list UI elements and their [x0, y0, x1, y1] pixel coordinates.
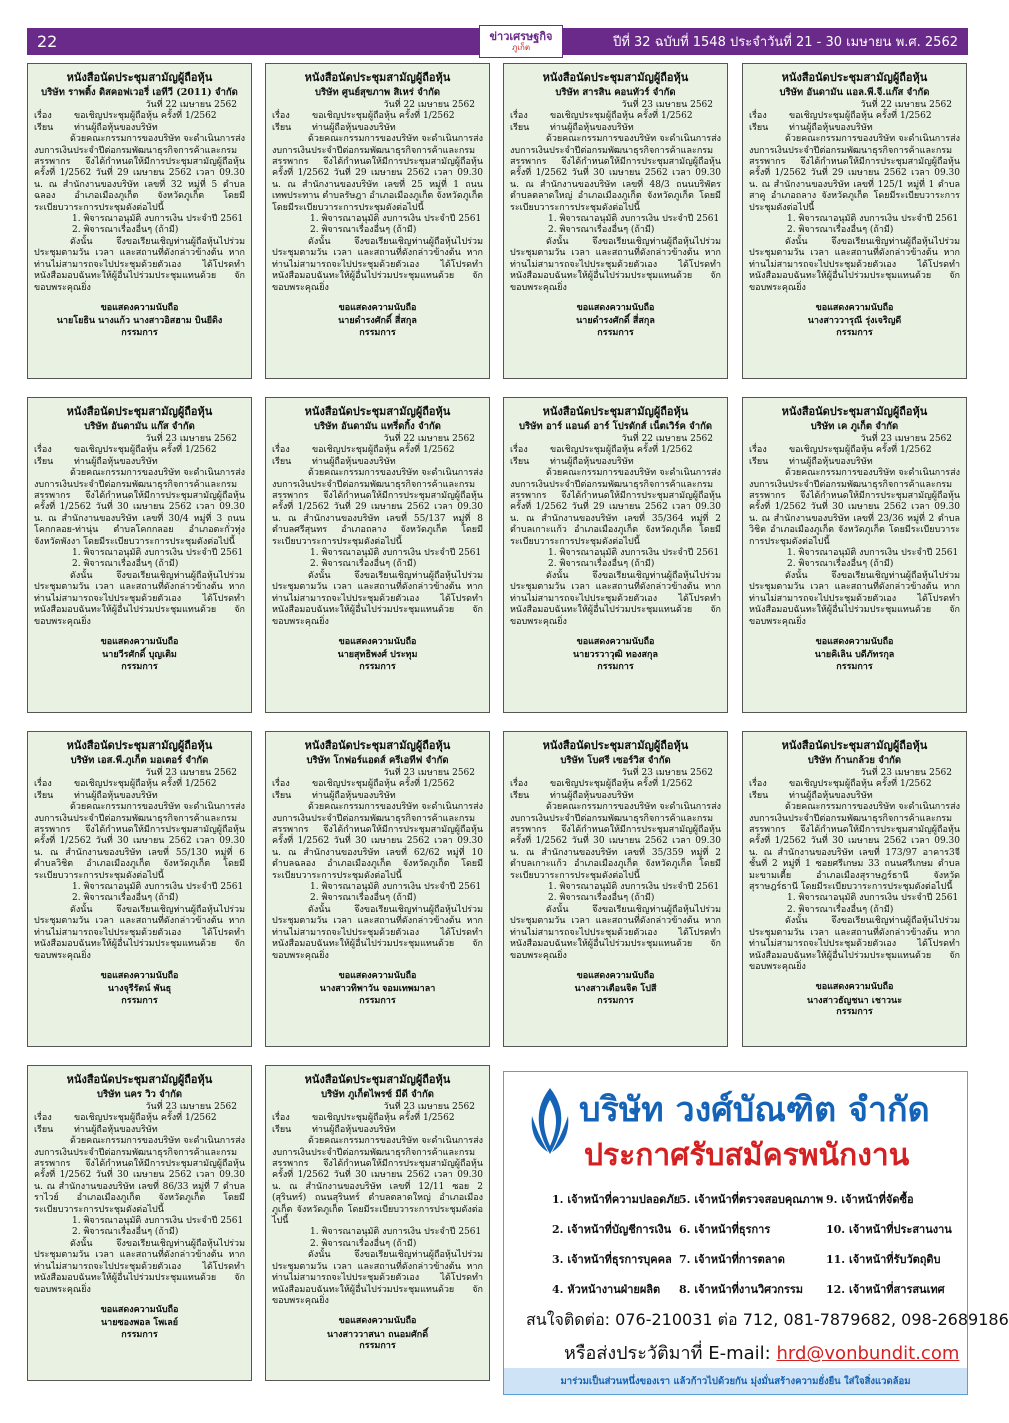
ad-headline: ประกาศรับสมัครพนักงาน	[584, 1138, 910, 1173]
agenda-item-2: 2. พิจารณาเรื่องอื่นๆ (ถ้ามี)	[310, 1238, 417, 1249]
agenda-item-2: 2. พิจารณาเรื่องอื่นๆ (ถ้ามี)	[548, 893, 655, 904]
subject-key: เรื่อง	[272, 445, 290, 456]
notice-body: ด้วยคณะกรรมการของบริษัท จะดำเนินการส่งงบการเงินประจำปีต่อกรมพัฒนาธุรกิจการค้าและกรมสรรพากร จึงได้กำหนดให้มีการประชุมสามัญผู้ถือหุ้น ครั้งที่ 1/2562 วันที่ 30 เมษายน 2562 เวลา 09.30 น. ณ สำนักงานของบริษัท เลขที่ 12/11 ซอย 2 (สุรินทร์) ถนนสุรินทร์ ตำบลตลาดใหญ่ อำเภอเมืองภูเก็ต จังหวัดภูเก็ต โดยมีระเบียบวาระการประชุมดังต่อไปนี้	[272, 1136, 483, 1227]
notice-card	[503, 63, 728, 379]
notice-date: วันที่ 23 เมษายน 2562	[383, 1102, 475, 1112]
notice-closing: ดังนั้น จึงขอเรียนเชิญท่านผู้ถือหุ้นไปร่วมประชุมตามวัน เวลา และสถานที่ดังกล่าวข้างต้น หากท่านไม่สามารถจะไปประชุมด้วยตัวเอง ได้โปรดทำหนังสือมอบฉันทะให้ผู้อื่นไปร่วมประชุมแทนด้วย จักขอบพระคุณยิ่ง	[34, 904, 245, 961]
subject-key: เรื่อง	[34, 111, 52, 122]
notice-date: วันที่ 23 เมษายน 2562	[860, 434, 952, 444]
notice-company: บริษัท ศูนย์สุขภาพ สิเหร่ จำกัด	[314, 87, 441, 98]
notice-company: บริษัท อันดามัน แทรี่ดกิ้ง จำกัด	[314, 421, 441, 432]
notice-closing: ดังนั้น จึงขอเรียนเชิญท่านผู้ถือหุ้นไปร่วมประชุมตามวัน เวลา และสถานที่ดังกล่าวข้างต้น หากท่านไม่สามารถจะไปประชุมด้วยตัวเอง ได้โปรดทำหนังสือมอบฉันทะให้ผู้อื่นไปร่วมประชุมแทนด้วย จักขอบพระคุณยิ่ง	[272, 570, 483, 627]
notice-signer: นางสาวเตือนจิต โปสี	[574, 984, 657, 995]
subject-text: ขอเชิญประชุมผู้ถือหุ้น ครั้งที่ 1/2562	[789, 445, 932, 456]
subject-text: ขอเชิญประชุมผู้ถือหุ้น ครั้งที่ 1/2562	[74, 1113, 217, 1124]
notice-subject	[272, 779, 483, 790]
ad-slogan: มาร่วมเป็นส่วนหนึ่งของเรา แล้วก้าวไปด้วยกัน มุ่งมั่นสร้างความยั่งยืน ใส่ใจสิ่งแวดล้อม	[504, 1368, 967, 1394]
subject-text: ขอเชิญประชุมผู้ถือหุ้น ครั้งที่ 1/2562	[550, 779, 693, 790]
notice-card	[265, 63, 490, 379]
notice-company: บริษัท โกฟอร์แอดส์ ครีเอทีฟ จำกัด	[306, 755, 449, 766]
notice-role: กรรมการ	[359, 661, 396, 672]
notice-company: บริษัท โบศรี เซอร์วิส จำกัด	[560, 755, 671, 766]
notice-closing: ดังนั้น จึงขอเรียนเชิญท่านผู้ถือหุ้นไปร่วมประชุมตามวัน เวลา และสถานที่ดังกล่าวข้างต้น หากท่านไม่สามารถจะไปประชุมด้วยตัวเอง ได้โปรดทำหนังสือมอบฉันทะให้ผู้อื่นไปร่วมประชุมแทนด้วย จักขอบพระคุณยิ่ง	[749, 916, 960, 972]
subject-key: เรื่อง	[749, 445, 767, 456]
position-item: 4. หัวหน้างานฝ่ายผลิต	[552, 1283, 661, 1296]
agenda-item-1: 1. พิจารณาอนุมัติ งบการเงิน ประจำปี 2561	[310, 548, 482, 559]
notice-subject	[510, 111, 721, 122]
notice-subject	[34, 779, 245, 790]
notice-date: วันที่ 22 เมษายน 2562	[860, 100, 952, 110]
subject-key: เรื่อง	[510, 445, 528, 456]
notice-regards: ขอแสดงความนับถือ	[100, 302, 179, 313]
notice-subject	[510, 779, 721, 790]
notice-subject	[749, 445, 960, 456]
notice-title: หนังสือนัดประชุมสามัญผู้ถือหุ้น	[304, 1073, 451, 1086]
recipient-key: เรียน	[34, 1124, 54, 1135]
company-logo-icon	[526, 1086, 574, 1156]
notice-closing: ดังนั้น จึงขอเรียนเชิญท่านผู้ถือหุ้นไปร่วมประชุมตามวัน เวลา และสถานที่ดังกล่าวข้างต้น หากท่านไม่สามารถจะไปประชุมด้วยตัวเอง ได้โปรดทำหนังสือมอบฉันทะให้ผู้อื่นไปร่วมประชุมแทนด้วย จักขอบพระคุณยิ่ง	[749, 236, 960, 293]
notice-title: หนังสือนัดประชุมสามัญผู้ถือหุ้น	[781, 739, 928, 752]
recipient-text: ท่านผู้ถือหุ้นของบริษัท	[312, 456, 396, 467]
notice-subject	[34, 445, 245, 456]
notice-closing: ดังนั้น จึงขอเรียนเชิญท่านผู้ถือหุ้นไปร่วมประชุมตามวัน เวลา และสถานที่ดังกล่าวข้างต้น หากท่านไม่สามารถจะไปประชุมด้วยตัวเอง ได้โปรดทำหนังสือมอบฉันทะให้ผู้อื่นไปร่วมประชุมแทนด้วย จักขอบพระคุณยิ่ง	[510, 904, 721, 961]
recipient-text: ท่านผู้ถือหุ้นของบริษัท	[312, 1124, 396, 1135]
recipient-text: ท่านผู้ถือหุ้นของบริษัท	[550, 456, 634, 467]
notice-closing: ดังนั้น จึงขอเรียนเชิญท่านผู้ถือหุ้นไปร่วมประชุมตามวัน เวลา และสถานที่ดังกล่าวข้างต้น หากท่านไม่สามารถจะไปประชุมด้วยตัวเอง ได้โปรดทำหนังสือมอบฉันทะให้ผู้อื่นไปร่วมประชุมแทนด้วย จักขอบพระคุณยิ่ง	[272, 1250, 483, 1306]
notice-body: ด้วยคณะกรรมการของบริษัท จะดำเนินการส่งงบการเงินประจำปีต่อกรมพัฒนาธุรกิจการค้าและกรมสรรพากร จึงได้กำหนดให้มีการประชุมสามัญผู้ถือหุ้น ครั้งที่ 1/2562 วันที่ 30 เมษายน 2562 เวลา 09.30 น. ณ สำนักงานของบริษัท เลขที่ 48/3 ถนนบริพัตร ตำบลตลาดใหญ่ อำเภอเมืองภูเก็ต จังหวัดภูเก็ต โดยมีระเบียบวาระการประชุมดังต่อไปนี้	[510, 134, 721, 213]
issue-info: ปีที่ 32 ฉบับที่ 1548 ประจำวันที่ 21 - 30 เมษายน พ.ศ. 2562	[613, 35, 958, 50]
notice-company: บริษัท นคร วิว จำกัด	[96, 1089, 183, 1100]
agenda-item-1: 1. พิจารณาอนุมัติ งบการเงิน ประจำปี 2561	[787, 893, 959, 904]
notice-body: ด้วยคณะกรรมการของบริษัท จะดำเนินการส่งงบการเงินประจำปีต่อกรมพัฒนาธุรกิจการค้าและกรมสรรพากร จึงได้กำหนดให้มีการประชุมสามัญผู้ถือหุ้น ครั้งที่ 1/2562 วันที่ 29 เมษายน 2562 เวลา 09.30 น. ณ สำนักงานของบริษัท เลขที่ 25 หมู่ที่ 1 ถนนเทพประทาน ตำบลรัษฎา อำเภอเมืองภูเก็ต จังหวัดภูเก็ต โดยมีระเบียบวาระการประชุมดังต่อไปนี้	[272, 134, 483, 213]
notice-regards: ขอแสดงความนับถือ	[576, 302, 655, 313]
agenda-item-2: 2. พิจารณาเรื่องอื่นๆ (ถ้ามี)	[787, 904, 894, 915]
notice-card	[27, 1065, 252, 1381]
recipient-text: ท่านผู้ถือหุ้นของบริษัท	[312, 790, 396, 801]
subject-text: ขอเชิญประชุมผู้ถือหุ้น ครั้งที่ 1/2562	[312, 111, 455, 122]
agenda-item-1: 1. พิจารณาอนุมัติ งบการเงิน ประจำปี 2561	[72, 1216, 244, 1227]
position-item: 2. เจ้าหน้าที่บัญชีการเงิน	[552, 1223, 672, 1236]
notice-closing: ดังนั้น จึงขอเรียนเชิญท่านผู้ถือหุ้นไปร่วมประชุมตามวัน เวลา และสถานที่ดังกล่าวข้างต้น หากท่านไม่สามารถจะไปประชุมด้วยตัวเอง ได้โปรดทำหนังสือมอบฉันทะให้ผู้อื่นไปร่วมประชุมแทนด้วย จักขอบพระคุณยิ่ง	[34, 236, 245, 293]
recipient-key: เรียน	[272, 790, 292, 801]
notice-regards: ขอแสดงความนับถือ	[338, 970, 417, 981]
notice-recipient	[749, 123, 960, 134]
recipient-text: ท่านผู้ถือหุ้นของบริษัท	[74, 456, 158, 467]
agenda-item-2: 2. พิจารณาเรื่องอื่นๆ (ถ้ามี)	[548, 559, 655, 570]
notice-company: บริษัท ภูเก็ตไพรซ์ มีดี จำกัด	[321, 1089, 434, 1100]
notice-title: หนังสือนัดประชุมสามัญผู้ถือหุ้น	[66, 739, 213, 752]
notice-role: กรรมการ	[836, 1007, 873, 1018]
notice-subject	[34, 111, 245, 122]
subject-key: เรื่อง	[272, 111, 290, 122]
notice-card	[265, 397, 490, 713]
subject-text: ขอเชิญประชุมผู้ถือหุ้น ครั้งที่ 1/2562	[74, 779, 217, 790]
agenda-item-2: 2. พิจารณาเรื่องอื่นๆ (ถ้ามี)	[72, 559, 179, 570]
contact-label: สนใจติดต่อ:	[526, 1310, 611, 1329]
notice-title: หนังสือนัดประชุมสามัญผู้ถือหุ้น	[66, 1073, 213, 1086]
notice-date: วันที่ 23 เมษายน 2562	[621, 100, 713, 110]
page-header	[27, 28, 968, 55]
logo-subtitle: ภูเก็ต	[511, 43, 531, 52]
notice-date: วันที่ 23 เมษายน 2562	[860, 768, 952, 778]
agenda-item-1: 1. พิจารณาอนุมัติ งบการเงิน ประจำปี 2561	[548, 548, 720, 559]
notice-closing: ดังนั้น จึงขอเรียนเชิญท่านผู้ถือหุ้นไปร่วมประชุมตามวัน เวลา และสถานที่ดังกล่าวข้างต้น หากท่านไม่สามารถจะไปประชุมด้วยตัวเอง ได้โปรดทำหนังสือมอบฉันทะให้ผู้อื่นไปร่วมประชุมแทนด้วย จักขอบพระคุณยิ่ง	[749, 570, 960, 627]
notice-date: วันที่ 23 เมษายน 2562	[145, 1102, 237, 1112]
agenda-item-2: 2. พิจารณาเรื่องอื่นๆ (ถ้ามี)	[72, 893, 179, 904]
notice-signer: นางสาววาสนา ถนอมศักดิ์	[326, 1329, 429, 1340]
notice-date: วันที่ 22 เมษายน 2562	[145, 100, 237, 110]
notice-regards: ขอแสดงความนับถือ	[100, 636, 179, 647]
notice-card	[503, 731, 728, 1047]
notice-recipient	[272, 1125, 483, 1136]
notice-role: กรรมการ	[359, 327, 396, 338]
subject-text: ขอเชิญประชุมผู้ถือหุ้น ครั้งที่ 1/2562	[312, 445, 455, 456]
notice-recipient	[34, 123, 245, 134]
agenda-item-1: 1. พิจารณาอนุมัติ งบการเงิน ประจำปี 2561	[787, 548, 959, 559]
notice-body: ด้วยคณะกรรมการของบริษัท จะดำเนินการส่งงบการเงินประจำปีต่อกรมพัฒนาธุรกิจการค้าและกรมสรรพากร จึงได้กำหนดให้มีการประชุมสามัญผู้ถือหุ้น ครั้งที่ 1/2562 วันที่ 30 เมษายน 2562 เวลา 09.30 น. ณ สำนักงานของบริษัท เลขที่ 30/4 หมู่ที่ 3 ถนนโคกกลอย-ท่านุ่น ตำบลโคกกลอย อำเภอตะกั่วทุ่ง จังหวัดพังงา โดยมีระเบียบวาระการประชุมดังต่อไปนี้	[34, 468, 245, 547]
notice-regards: ขอแสดงความนับถือ	[338, 1316, 417, 1327]
notice-date: วันที่ 23 เมษายน 2562	[145, 434, 237, 444]
position-item: 10. เจ้าหน้าที่ประสานงาน	[826, 1223, 952, 1236]
notice-body: ด้วยคณะกรรมการของบริษัท จะดำเนินการส่งงบการเงินประจำปีต่อกรมพัฒนาธุรกิจการค้าและกรมสรรพากร จึงได้กำหนดให้มีการประชุมสามัญผู้ถือหุ้น ครั้งที่ 1/2562 วันที่ 29 เมษายน 2562 เวลา 09.30 น. ณ สำนักงานของบริษัท เลขที่ 35/364 หมู่ที่ 2 ตำบลเกาะแก้ว อำเภอเมืองภูเก็ต จังหวัดภูเก็ต โดยมีระเบียบวาระการประชุมดังต่อไปนี้	[510, 468, 721, 547]
notice-title: หนังสือนัดประชุมสามัญผู้ถือหุ้น	[542, 739, 689, 752]
notice-signer: นายดำรงศักดิ์ สี่สกุล	[576, 316, 655, 327]
recipient-text: ท่านผู้ถือหุ้นของบริษัท	[550, 122, 634, 133]
notice-card	[27, 731, 252, 1047]
recipient-key: เรียน	[510, 790, 530, 801]
agenda-item-2: 2. พิจารณาเรื่องอื่นๆ (ถ้ามี)	[787, 559, 894, 570]
notice-recipient	[510, 791, 721, 802]
notice-body: ด้วยคณะกรรมการของบริษัท จะดำเนินการส่งงบการเงินประจำปีต่อกรมพัฒนาธุรกิจการค้าและกรมสรรพากร จึงได้กำหนดให้มีการประชุมสามัญผู้ถือหุ้น ครั้งที่ 1/2562 วันที่ 30 เมษายน 2562 เวลา 09.30 น. ณ สำนักงานของบริษัท เลขที่ 23/36 หมู่ที่ 2 ตำบลวิชิต อำเภอเมืองภูเก็ต จังหวัดภูเก็ต โดยมีระเบียบวาระการประชุมดังต่อไปนี้	[749, 468, 960, 547]
ad-email	[564, 1338, 959, 1367]
ad-contact	[526, 1308, 1009, 1333]
notice-title: หนังสือนัดประชุมสามัญผู้ถือหุ้น	[781, 405, 928, 418]
recipient-key: เรียน	[510, 456, 530, 467]
agenda-item-2: 2. พิจารณาเรื่องอื่นๆ (ถ้ามี)	[548, 225, 655, 236]
notice-subject	[272, 111, 483, 122]
agenda-item-2: 2. พิจารณาเรื่องอื่นๆ (ถ้ามี)	[310, 225, 417, 236]
logo-title: ข่าวเศรษฐกิจ	[489, 30, 553, 43]
notice-subject	[510, 445, 721, 456]
recipient-text: ท่านผู้ถือหุ้นของบริษัท	[789, 122, 873, 133]
notice-role: กรรมการ	[836, 661, 873, 672]
recipient-key: เรียน	[34, 456, 54, 467]
position-item: 7. เจ้าหน้าที่การตลาด	[679, 1253, 785, 1266]
notice-signer: นางสาวทิพาวัน จอมเทพมาลา	[319, 984, 436, 995]
agenda-item-1: 1. พิจารณาอนุมัติ งบการเงิน ประจำปี 2561	[310, 882, 482, 893]
notice-company: บริษัท ราพติ้ง ดิสคอฟเวอรี่ เอทีวี (2011) จำกัด	[41, 87, 238, 98]
notice-subject	[749, 111, 960, 122]
notice-date: วันที่ 22 เมษายน 2562	[383, 100, 475, 110]
notice-signer: นายสุทธิพงศ์ ประทุม	[337, 650, 418, 661]
agenda-item-2: 2. พิจารณาเรื่องอื่นๆ (ถ้ามี)	[72, 1227, 179, 1238]
notice-recipient	[272, 123, 483, 134]
recipient-key: เรียน	[272, 456, 292, 467]
agenda-item-2: 2. พิจารณาเรื่องอื่นๆ (ถ้ามี)	[310, 893, 417, 904]
notice-company: บริษัท ก้านกล้วย จำกัด	[807, 755, 902, 766]
agenda-item-1: 1. พิจารณาอนุมัติ งบการเงิน ประจำปี 2561	[548, 882, 720, 893]
notice-title: หนังสือนัดประชุมสามัญผู้ถือหุ้น	[781, 71, 928, 84]
subject-key: เรื่อง	[749, 779, 767, 790]
notice-body: ด้วยคณะกรรมการของบริษัท จะดำเนินการส่งงบการเงินประจำปีต่อกรมพัฒนาธุรกิจการค้าและกรมสรรพากร จึงได้กำหนดให้มีการประชุมสามัญผู้ถือหุ้น ครั้งที่ 1/2562 วันที่ 30 เมษายน 2562 เวลา 09.30 น. ณ สำนักงานของบริษัท เลขที่ 173/97 อาคาร3จี ชั้นที่ 2 หมู่ที่ 1 ซอยศรีเกษม 33 ถนนศรีเกษม ตำบลมะขามเตี้ย อำเภอเมืองสุราษฎร์ธานี จังหวัดสุราษฎร์ธานี โดยมีระเบียบวาระการประชุมดังต่อไปนี้	[749, 802, 960, 893]
position-item: 11. เจ้าหน้าที่รับวัตถุดิบ	[826, 1253, 941, 1266]
position-item: 6. เจ้าหน้าที่ธุรการ	[679, 1223, 771, 1236]
notice-role: กรรมการ	[597, 661, 634, 672]
notice-closing: ดังนั้น จึงขอเรียนเชิญท่านผู้ถือหุ้นไปร่วมประชุมตามวัน เวลา และสถานที่ดังกล่าวข้างต้น หากท่านไม่สามารถจะไปประชุมด้วยตัวเอง ได้โปรดทำหนังสือมอบฉันทะให้ผู้อื่นไปร่วมประชุมแทนด้วย จักขอบพระคุณยิ่ง	[34, 570, 245, 627]
notice-card	[27, 397, 252, 713]
notice-title: หนังสือนัดประชุมสามัญผู้ถือหุ้น	[304, 71, 451, 84]
notice-card	[742, 397, 967, 713]
notice-recipient	[272, 457, 483, 468]
recipient-text: ท่านผู้ถือหุ้นของบริษัท	[74, 122, 158, 133]
ad-company-name: บริษัท วงศ์บัณฑิต จำกัด	[579, 1090, 930, 1130]
subject-text: ขอเชิญประชุมผู้ถือหุ้น ครั้งที่ 1/2562	[74, 111, 217, 122]
notice-title: หนังสือนัดประชุมสามัญผู้ถือหุ้น	[542, 71, 689, 84]
subject-key: เรื่อง	[34, 779, 52, 790]
recipient-key: เรียน	[34, 790, 54, 801]
notice-recipient	[34, 791, 245, 802]
notice-role: กรรมการ	[121, 661, 158, 672]
notice-role: กรรมการ	[121, 995, 158, 1006]
notice-signer: นายวรวาวุฒิ ทองสกุล	[573, 650, 658, 661]
notice-signer: นายดำรงศักดิ์ สี่สกุล	[338, 316, 417, 327]
notice-company: บริษัท เอส.พี.ภูเก็ต มอเตอร์ จำกัด	[70, 755, 209, 766]
notice-body: ด้วยคณะกรรมการของบริษัท จะดำเนินการส่งงบการเงินประจำปีต่อกรมพัฒนาธุรกิจการค้าและกรมสรรพากร จึงได้กำหนดให้มีการประชุมสามัญผู้ถือหุ้น ครั้งที่ 1/2562 วันที่ 30 เมษายน 2562 เวลา 09.30 น. ณ สำนักงานของบริษัท เลขที่ 35/359 หมู่ที่ 2 ตำบลเกาะแก้ว อำเภอเมืองภูเก็ต จังหวัดภูเก็ต โดยมีระเบียบวาระการประชุมดังต่อไปนี้	[510, 802, 721, 881]
recipient-key: เรียน	[749, 456, 769, 467]
notice-company: บริษัท อันดามัน แก๊ส จำกัด	[84, 421, 195, 432]
recipient-key: เรียน	[510, 122, 530, 133]
notice-company: บริษัท สารสิน คอนทัวร์ จำกัด	[555, 87, 676, 98]
notice-closing: ดังนั้น จึงขอเรียนเชิญท่านผู้ถือหุ้นไปร่วมประชุมตามวัน เวลา และสถานที่ดังกล่าวข้างต้น หากท่านไม่สามารถจะไปประชุมด้วยตัวเอง ได้โปรดทำหนังสือมอบฉันทะให้ผู้อื่นไปร่วมประชุมแทนด้วย จักขอบพระคุณยิ่ง	[510, 236, 721, 293]
notice-date: วันที่ 22 เมษายน 2562	[383, 434, 475, 444]
subject-text: ขอเชิญประชุมผู้ถือหุ้น ครั้งที่ 1/2562	[312, 779, 455, 790]
contact-numbers: 076-210031 ต่อ 712, 081-7879682, 098-2689186	[615, 1310, 1009, 1329]
position-item: 8. เจ้าหน้าที่งานวิศวกรรม	[679, 1283, 804, 1296]
agenda-item-2: 2. พิจารณาเรื่องอื่นๆ (ถ้ามี)	[787, 225, 894, 236]
notice-title: หนังสือนัดประชุมสามัญผู้ถือหุ้น	[304, 739, 451, 752]
notice-body: ด้วยคณะกรรมการของบริษัท จะดำเนินการส่งงบการเงินประจำปีต่อกรมพัฒนาธุรกิจการค้าและกรมสรรพากร จึงได้กำหนดให้มีการประชุมสามัญผู้ถือหุ้น ครั้งที่ 1/2562 วันที่ 29 เมษายน 2562 เวลา 09.30 น. ณ สำนักงานของบริษัท เลขที่ 32 หมู่ที่ 5 ตำบลฉลอง อำเภอเมืองภูเก็ต จังหวัดภูเก็ต โดยมีระเบียบวาระการประชุมดังต่อไปนี้	[34, 134, 245, 213]
recipient-text: ท่านผู้ถือหุ้นของบริษัท	[550, 790, 634, 801]
notice-regards: ขอแสดงความนับถือ	[815, 982, 894, 993]
notice-role: กรรมการ	[121, 1329, 158, 1340]
recipient-key: เรียน	[749, 122, 769, 133]
notice-regards: ขอแสดงความนับถือ	[576, 636, 655, 647]
notice-body: ด้วยคณะกรรมการของบริษัท จะดำเนินการส่งงบการเงินประจำปีต่อกรมพัฒนาธุรกิจการค้าและกรมสรรพากร จึงได้กำหนดให้มีการประชุมสามัญผู้ถือหุ้น ครั้งที่ 1/2562 วันที่ 30 เมษายน 2562 เวลา 09.30 น. ณ สำนักงานของบริษัท เลขที่ 62/62 หมู่ที่ 10 ตำบลฉลอง อำเภอเมืองภูเก็ต จังหวัดภูเก็ต โดยมีระเบียบวาระการประชุมดังต่อไปนี้	[272, 802, 483, 881]
notice-regards: ขอแสดงความนับถือ	[815, 636, 894, 647]
notice-recipient	[749, 791, 960, 802]
notice-signer: นางสาวธัญชนา เชาวนะ	[806, 995, 903, 1006]
notice-regards: ขอแสดงความนับถือ	[338, 636, 417, 647]
email-link[interactable]: hrd@vonbundit.com	[776, 1343, 960, 1364]
notice-role: กรรมการ	[597, 327, 634, 338]
agenda-item-2: 2. พิจารณาเรื่องอื่นๆ (ถ้ามี)	[72, 225, 179, 236]
notice-recipient	[749, 457, 960, 468]
notice-date: วันที่ 23 เมษายน 2562	[383, 768, 475, 778]
subject-text: ขอเชิญประชุมผู้ถือหุ้น ครั้งที่ 1/2562	[312, 1113, 455, 1124]
notice-card	[265, 1065, 490, 1381]
notice-regards: ขอแสดงความนับถือ	[576, 970, 655, 981]
subject-text: ขอเชิญประชุมผู้ถือหุ้น ครั้งที่ 1/2562	[789, 779, 932, 790]
notice-signer: นายคิเลิน บดีภัทรกุล	[814, 650, 895, 661]
recipient-text: ท่านผู้ถือหุ้นของบริษัท	[74, 790, 158, 801]
notice-regards: ขอแสดงความนับถือ	[338, 302, 417, 313]
notice-date: วันที่ 23 เมษายน 2562	[145, 768, 237, 778]
notice-closing: ดังนั้น จึงขอเรียนเชิญท่านผู้ถือหุ้นไปร่วมประชุมตามวัน เวลา และสถานที่ดังกล่าวข้างต้น หากท่านไม่สามารถจะไปประชุมด้วยตัวเอง ได้โปรดทำหนังสือมอบฉันทะให้ผู้อื่นไปร่วมประชุมแทนด้วย จักขอบพระคุณยิ่ง	[272, 904, 483, 961]
notice-regards: ขอแสดงความนับถือ	[815, 302, 894, 313]
notice-body: ด้วยคณะกรรมการของบริษัท จะดำเนินการส่งงบการเงินประจำปีต่อกรมพัฒนาธุรกิจการค้าและกรมสรรพากร จึงได้กำหนดให้มีการประชุมสามัญผู้ถือหุ้น ครั้งที่ 1/2562 วันที่ 30 เมษายน 2562 เวลา 09.30 น. ณ สำนักงานของบริษัท เลขที่ 55/130 หมู่ที่ 6 ตำบลวิชิต อำเภอเมืองภูเก็ต จังหวัดภูเก็ต โดยมีระเบียบวาระการประชุมดังต่อไปนี้	[34, 802, 245, 881]
notice-company: บริษัท อาร์ แอนด์ อาร์ โปรดักส์ เน็ตเวิร์ค จำกัด	[518, 421, 712, 432]
notice-role: กรรมการ	[597, 995, 634, 1006]
subject-key: เรื่อง	[510, 111, 528, 122]
recipient-text: ท่านผู้ถือหุ้นของบริษัท	[789, 790, 873, 801]
notice-recipient	[272, 791, 483, 802]
notice-company: บริษัท เค ภูเก็ต จำกัด	[810, 421, 899, 432]
notice-body: ด้วยคณะกรรมการของบริษัท จะดำเนินการส่งงบการเงินประจำปีต่อกรมพัฒนาธุรกิจการค้าและกรมสรรพากร จึงได้กำหนดให้มีการประชุมสามัญผู้ถือหุ้น ครั้งที่ 1/2562 วันที่ 30 เมษายน 2562 เวลา 09.30 น. ณ สำนักงานของบริษัท เลขที่ 86/33 หมู่ที่ 7 ตำบลราไวย์ อำเภอเมืองภูเก็ต จังหวัดภูเก็ต โดยมีระเบียบวาระการประชุมดังต่อไปนี้	[34, 1136, 245, 1215]
notice-closing: ดังนั้น จึงขอเรียนเชิญท่านผู้ถือหุ้นไปร่วมประชุมตามวัน เวลา และสถานที่ดังกล่าวข้างต้น หากท่านไม่สามารถจะไปประชุมด้วยตัวเอง ได้โปรดทำหนังสือมอบฉันทะให้ผู้อื่นไปร่วมประชุมแทนด้วย จักขอบพระคุณยิ่ง	[34, 1238, 245, 1295]
subject-text: ขอเชิญประชุมผู้ถือหุ้น ครั้งที่ 1/2562	[789, 111, 932, 122]
notice-signer: นายโยธิน นางแก้ว นางสาวอิสฮาม บินยีดิง	[56, 316, 223, 327]
notice-recipient	[510, 457, 721, 468]
notice-subject	[272, 1113, 483, 1124]
agenda-item-2: 2. พิจารณาเรื่องอื่นๆ (ถ้ามี)	[310, 559, 417, 570]
subject-text: ขอเชิญประชุมผู้ถือหุ้น ครั้งที่ 1/2562	[74, 445, 217, 456]
subject-text: ขอเชิญประชุมผู้ถือหุ้น ครั้งที่ 1/2562	[550, 445, 693, 456]
notice-role: กรรมการ	[359, 1341, 396, 1352]
notice-role: กรรมการ	[359, 995, 396, 1006]
notice-regards: ขอแสดงความนับถือ	[100, 1304, 179, 1315]
notice-recipient	[34, 1125, 245, 1136]
notice-title: หนังสือนัดประชุมสามัญผู้ถือหุ้น	[66, 405, 213, 418]
notice-company: บริษัท อันดามัน แอล.พี.จี.แก๊ส จำกัด	[779, 87, 930, 98]
position-item: 1. เจ้าหน้าที่ความปลอดภัย	[552, 1193, 681, 1206]
notice-recipient	[510, 123, 721, 134]
agenda-item-1: 1. พิจารณาอนุมัติ งบการเงิน ประจำปี 2561	[72, 548, 244, 559]
position-item: 9. เจ้าหน้าที่จัดซื้อ	[826, 1193, 914, 1206]
notice-date: วันที่ 22 เมษายน 2562	[621, 434, 713, 444]
notice-date: วันที่ 23 เมษายน 2562	[621, 768, 713, 778]
notice-body: ด้วยคณะกรรมการของบริษัท จะดำเนินการส่งงบการเงินประจำปีต่อกรมพัฒนาธุรกิจการค้าและกรมสรรพากร จึงได้กำหนดให้มีการประชุมสามัญผู้ถือหุ้น ครั้งที่ 1/2562 วันที่ 29 เมษายน 2562 เวลา 09.30 น. ณ สำนักงานของบริษัท เลขที่ 55/137 หมู่ที่ 8 ตำบลศรีสุนทร อำเภอถลาง จังหวัดภูเก็ต โดยมีระเบียบวาระการประชุมดังต่อไปนี้	[272, 468, 483, 547]
notice-card	[27, 63, 252, 379]
recipient-key: เรียน	[749, 790, 769, 801]
agenda-item-1: 1. พิจารณาอนุมัติ งบการเงิน ประจำปี 2561	[310, 1227, 482, 1238]
subject-key: เรื่อง	[510, 779, 528, 790]
agenda-item-1: 1. พิจารณาอนุมัติ งบการเงิน ประจำปี 2561	[72, 882, 244, 893]
notice-title: หนังสือนัดประชุมสามัญผู้ถือหุ้น	[66, 71, 213, 84]
subject-key: เรื่อง	[749, 111, 767, 122]
recipient-key: เรียน	[34, 122, 54, 133]
position-item: 12. เจ้าหน้าที่สารสนเทศ	[826, 1283, 945, 1296]
email-label: หรือส่งประวัติมาที่ E-mail:	[564, 1343, 771, 1364]
notice-card	[742, 63, 967, 379]
notice-signer: นายวีรศักดิ์ บุญเติม	[102, 650, 177, 661]
agenda-item-1: 1. พิจารณาอนุมัติ งบการเงิน ประจำปี 2561	[548, 214, 720, 225]
position-item: 3. เจ้าหน้าที่ธุรการบุคคล	[552, 1253, 672, 1266]
recipient-key: เรียน	[272, 122, 292, 133]
notice-card	[265, 731, 490, 1047]
recipient-text: ท่านผู้ถือหุ้นของบริษัท	[74, 1124, 158, 1135]
page-number: 22	[37, 32, 58, 51]
notice-role: กรรมการ	[121, 327, 158, 338]
notice-subject	[749, 779, 960, 790]
notice-card	[503, 397, 728, 713]
notice-signer: นางจุรีรัตน์ พันธุ	[107, 984, 172, 995]
notice-closing: ดังนั้น จึงขอเรียนเชิญท่านผู้ถือหุ้นไปร่วมประชุมตามวัน เวลา และสถานที่ดังกล่าวข้างต้น หากท่านไม่สามารถจะไปประชุมด้วยตัวเอง ได้โปรดทำหนังสือมอบฉันทะให้ผู้อื่นไปร่วมประชุมแทนด้วย จักขอบพระคุณยิ่ง	[510, 570, 721, 627]
job-advertisement	[503, 1071, 1009, 1395]
notice-title: หนังสือนัดประชุมสามัญผู้ถือหุ้น	[304, 405, 451, 418]
newspaper-logo	[479, 25, 563, 58]
subject-key: เรื่อง	[272, 1113, 290, 1124]
subject-key: เรื่อง	[34, 445, 52, 456]
notice-signer: นางสาววารุณี รุ่งเจริญดี	[807, 316, 902, 327]
recipient-key: เรียน	[272, 1124, 292, 1135]
notice-card	[742, 731, 967, 1047]
agenda-item-1: 1. พิจารณาอนุมัติ งบการเงิน ประจำปี 2561	[72, 214, 244, 225]
notice-title: หนังสือนัดประชุมสามัญผู้ถือหุ้น	[542, 405, 689, 418]
position-item: 5. เจ้าหน้าที่ตรวจสอบคุณภาพ	[679, 1193, 824, 1206]
notice-signer: นายซองพอล โพเลย์	[100, 1318, 178, 1329]
notice-closing: ดังนั้น จึงขอเรียนเชิญท่านผู้ถือหุ้นไปร่วมประชุมตามวัน เวลา และสถานที่ดังกล่าวข้างต้น หากท่านไม่สามารถจะไปประชุมด้วยตัวเอง ได้โปรดทำหนังสือมอบฉันทะให้ผู้อื่นไปร่วมประชุมแทนด้วย จักขอบพระคุณยิ่ง	[272, 236, 483, 293]
notice-role: กรรมการ	[836, 327, 873, 338]
subject-text: ขอเชิญประชุมผู้ถือหุ้น ครั้งที่ 1/2562	[550, 111, 693, 122]
subject-key: เรื่อง	[272, 779, 290, 790]
notice-subject	[34, 1113, 245, 1124]
notice-body: ด้วยคณะกรรมการของบริษัท จะดำเนินการส่งงบการเงินประจำปีต่อกรมพัฒนาธุรกิจการค้าและกรมสรรพากร จึงได้กำหนดให้มีการประชุมสามัญผู้ถือหุ้น ครั้งที่ 1/2562 วันที่ 29 เมษายน 2562 เวลา 09.30 น. ณ สำนักงานของบริษัท เลขที่ 125/1 หมู่ที่ 1 ตำบลสาคู อำเภอถลาง จังหวัดภูเก็ต โดยมีระเบียบวาระการประชุมดังต่อไปนี้	[749, 134, 960, 213]
subject-key: เรื่อง	[34, 1113, 52, 1124]
agenda-item-1: 1. พิจารณาอนุมัติ งบการเงิน ประจำปี 2561	[787, 214, 959, 225]
agenda-item-1: 1. พิจารณาอนุมัติ งบการเงิน ประจำปี 2561	[310, 214, 482, 225]
notice-recipient	[34, 457, 245, 468]
notice-subject	[272, 445, 483, 456]
notice-regards: ขอแสดงความนับถือ	[100, 970, 179, 981]
recipient-text: ท่านผู้ถือหุ้นของบริษัท	[789, 456, 873, 467]
recipient-text: ท่านผู้ถือหุ้นของบริษัท	[312, 122, 396, 133]
